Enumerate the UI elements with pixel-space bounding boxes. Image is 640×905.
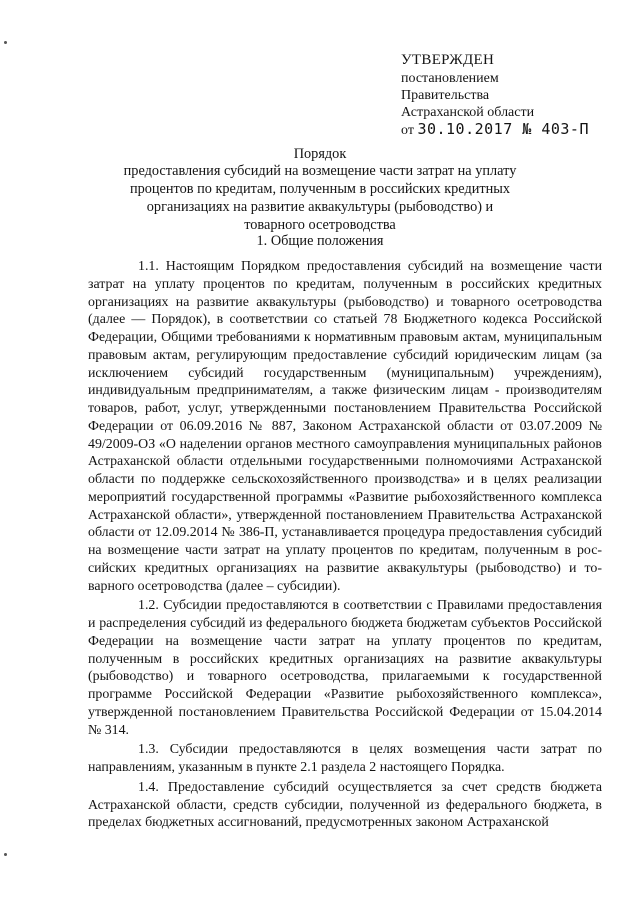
approval-stamp-block xyxy=(401,52,589,139)
document-subtitle: предоставления субсидий на возмещение части затрат на уплату процентов по кредитам, полученным в российских кредитных организациях на развитие аквакультуры (рыбоводство) и товарного осетроводства xyxy=(123,163,517,233)
paragraph-1-4: 1.4. Предоставление субсидий осуществляется за счет средств бюджета Астраханской области, средств субсидии, полученной из федерального бюджета, в пределах бюджетных ассигнований, предусмотренных законом Астраханской xyxy=(88,779,602,831)
approval-heading: УТВЕРЖДЕН xyxy=(401,52,495,68)
section-heading: 1. Общие положения xyxy=(256,233,384,249)
paragraph-1-2: 1.2. Субсидии предоставляются в соответствии с Правилами предоставления и распределения субсидий из федерального бюджета бюджетам субъектов Российской Федерации на возмещение части затрат на уплату процентов по кредитам, полученным в российских кредитных организациях на развитие аквакультуры (рыбоводство) и товарного осетроводства, прилагаемыми к государственной программе Российской Федерации «Развитие рыбохозяйственного комплекса», утвержденной постановлением Правительства Российской Федерации от 15.04.2014 № 314. xyxy=(88,598,602,738)
approval-line-2: Правительства xyxy=(401,88,490,103)
approval-line-1: постановлением xyxy=(401,71,499,86)
document-title: Порядок xyxy=(293,146,347,162)
scan-speck xyxy=(4,853,7,856)
approval-line-3: Астраханской области xyxy=(401,105,535,120)
document-body xyxy=(88,258,602,832)
approval-date-prefix: от xyxy=(401,123,414,138)
approval-handwritten-date: 30.10.2017 № 403-П xyxy=(417,120,589,138)
scan-speck xyxy=(4,41,7,44)
approval-date-line xyxy=(401,121,589,139)
paragraph-1-3: 1.3. Субсидии предоставляются в целях возмещения части затрат по направлениям, указанным в пункте 2.1 раздела 2 настоящего Порядка. xyxy=(88,742,602,775)
paragraph-1-1: 1.1. Настоящим Порядком предоставления субсидий на возмещение части затрат на уплату процентов по кредитам, полученным в российских кредитных организациях на развитие аквакультуры (рыбоводство) и товарного осетроводства (далее — Порядок), в соответствии со статьей 78 Бюджетного кодекса Российской Федерации, Общими требованиями к нормативным правовым актам, муниципальным правовым актам, регулирующим предоставление субсидий юридическим лицам (за исключением субсидий государственным (муниципальным) учреждениям), индивидуальным предпринимателям, а также физическим лицам - производителям товаров, работ, услуг, утвержденными постановлением Правительства Российской Федерации от 06.09.2016 № 887, Законом Астраханской области от 03.07.2009 № 49/2009-ОЗ «О наделении органов местного самоуправления муниципальных районов Астраханской области отдельными государственными полномочиями Астраханской области по поддержке сельскохозяйственного производства» и в целях реализации мероприятий государственной программы «Развитие рыбохозяйственного комплекса Астраханской области», утвержденной постановлением Правительства Астраханской области от 12.09.2014 № 386-П, устанавливается процедура предоставления субсидий на возмещение части затрат на уплату процентов по кредитам, полученным в российских кредитных организациях на развитие аквакультуры (рыбоводство) и товарного осетроводства (далее – субсидии). xyxy=(88,259,602,594)
